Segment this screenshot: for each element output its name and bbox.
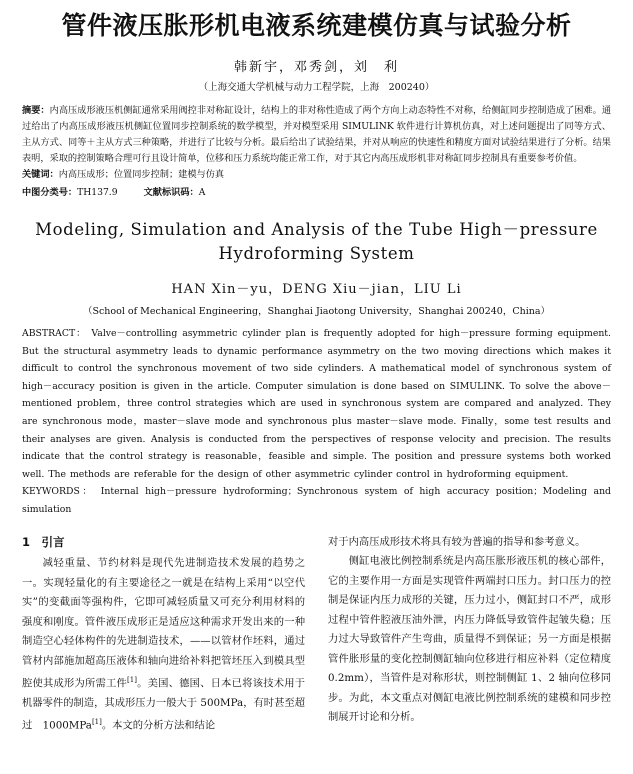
keywords-en: [22, 483, 611, 518]
continued-paragraph: 对于内高压成形技术将具有较为普遍的指导和参考意义。: [328, 535, 586, 548]
section-heading-introduction: 1 引言: [22, 534, 65, 549]
intro-text-1: 减轻重量、节约材料是现代先进制造技术发展的趋势之一。实现轻量化的有主要途径之一就是在结构上采用“以空代实”的变截面等强构件，它即可减轻质量又可充分利用材料的强度和刚度。管件液压成形正是适应这种需求开发出来的一种制造空心轻体构件的先进制造技术，——以管材作坯料，通过管材内部施加超高压液体和轴向进给补料把管坯压入到模具型腔使其成形为所需工件: [22, 557, 305, 690]
affiliation-cn: （上海交通大学机械与动力工程学院，上海 200240）: [198, 82, 435, 93]
right-column: [328, 533, 611, 737]
abstract-cn-label: 摘要：: [22, 105, 50, 116]
citation-2: [1]: [91, 718, 102, 727]
abstract-en-text: Valve－controlling asymmetric cylinder plan is frequently adopted for high－pressure forming equipment. But the structural asymmetry leads to dynamic performance asymmetry on the two moving directions which makes it difficult to control the synchronous movement of two side cylinders. A mathematical model of synchronous system of high－accuracy position is given in the article. Computer simulation is done based on SIMULINK. To solve the above－mentioned problem，three control strategies which are used in synchronous system are compared and analyzed. They are synchronous mode，master－slave mode and synchronous plus master－slave mode. Finally，some test results and their analyses are given. Analysis is conducted from the perspectives of response velocity and precision. The results indicate that the control strategy is reasonable，feasible and simple. The position and pressure systems both worked well. The methods are referable for the design of other asymmetric cylinder control in hydroforming equipment.: [22, 328, 611, 480]
paper-title-cn: 管件液压胀形机电液系统建模仿真与试验分析: [61, 11, 572, 40]
keywords-en-text: Internal high－pressure hydroforming；Synchronous system of high accuracy position；Modeling and simulation: [22, 486, 612, 515]
intro-text-2: 。美国、德国、日本已将该技术用于机器零件的制造，其成形压力一般大于 500MPa，有时甚至超过 1000MPa: [22, 677, 306, 732]
side-cylinder-paragraph: 侧缸电液比例控制系统是内高压胀形液压机的核心部件，它的主要作用一方面是实现管件两端封口压力。封口压力的控制是保证内压力成形的关键，压力过小，侧缸封口不严，成形过程中管件腔液压油外泄，内压力降低导致管件起皱失稳；压力过大导致管件产生弯曲，质量得不到保证；另一方面是根据管件胀形量的变化控制侧缸轴向位移进行相应补料（定位精度 0.2mm），当管件是对称形状，则控制侧缸 1、2 轴向位移同步。为此，本文重点对侧缸电液比例控制系统的建模和同步控制展开讨论和分析。: [328, 555, 611, 724]
keywords-cn: [22, 167, 611, 183]
abstract-en: [22, 325, 611, 483]
abstract-en-label: ABSTRACT：: [22, 328, 87, 339]
keywords-cn-text: 内高压成形；位置同步控制；建模与仿真: [58, 169, 225, 180]
clc-value: TH137.9: [77, 187, 118, 198]
abstract-cn: [22, 103, 611, 167]
clc-label: 中图分类号：: [22, 187, 78, 198]
abstract-cn-text: 内高压成形液压机侧缸通常采用阀控非对称缸设计，结构上的非对称性造成了两个方向上动态特性不对称，给侧缸同步控制造成了困难。通过给出了内高压成形液压机侧缸位置同步控制系统的数学模型，并对模型采用 SIMULINK 软件进行计算机仿真，对上述问题提出了同等方式、主从方式、同等＋主从方式三种策略，并进行了比较与分析。最后给出了试验结果，并对从响应的快速性和精度方面对试验结果进行了分析。结果表明，采取的控制策略合理可行且设计简单，位移和压力系统均能正常工作，对于其它内高压成形机非对称缸同步控制具有重要参考价值。: [22, 105, 612, 164]
authors-en: HAN Xin－yu，DENG Xiu－jian，LIU Li: [171, 282, 462, 297]
intro-paragraph: [22, 554, 305, 736]
authors-cn: 韩新宇，邓秀剑，刘 利: [233, 60, 399, 75]
paper-title-en: Modeling, Simulation and Analysis of the Tube High－pressure Hydroforming System: [35, 220, 598, 263]
keywords-en-label: KEYWORDS：: [22, 486, 95, 498]
doc-code-value: A: [198, 187, 206, 198]
affiliation-en: （School of Mechanical Engineering，Shanghai Jiaotong University，Shanghai 200240，China）: [82, 306, 551, 317]
keywords-cn-label: 关键词：: [22, 169, 59, 180]
left-column: [22, 533, 305, 737]
body-columns: [22, 533, 611, 737]
intro-text-3: 。本文的分析方法和结论: [101, 719, 216, 732]
classification-line: [22, 184, 611, 198]
doc-code-label: 文献标识码：: [143, 187, 199, 198]
citation-1: [1]: [127, 676, 137, 685]
